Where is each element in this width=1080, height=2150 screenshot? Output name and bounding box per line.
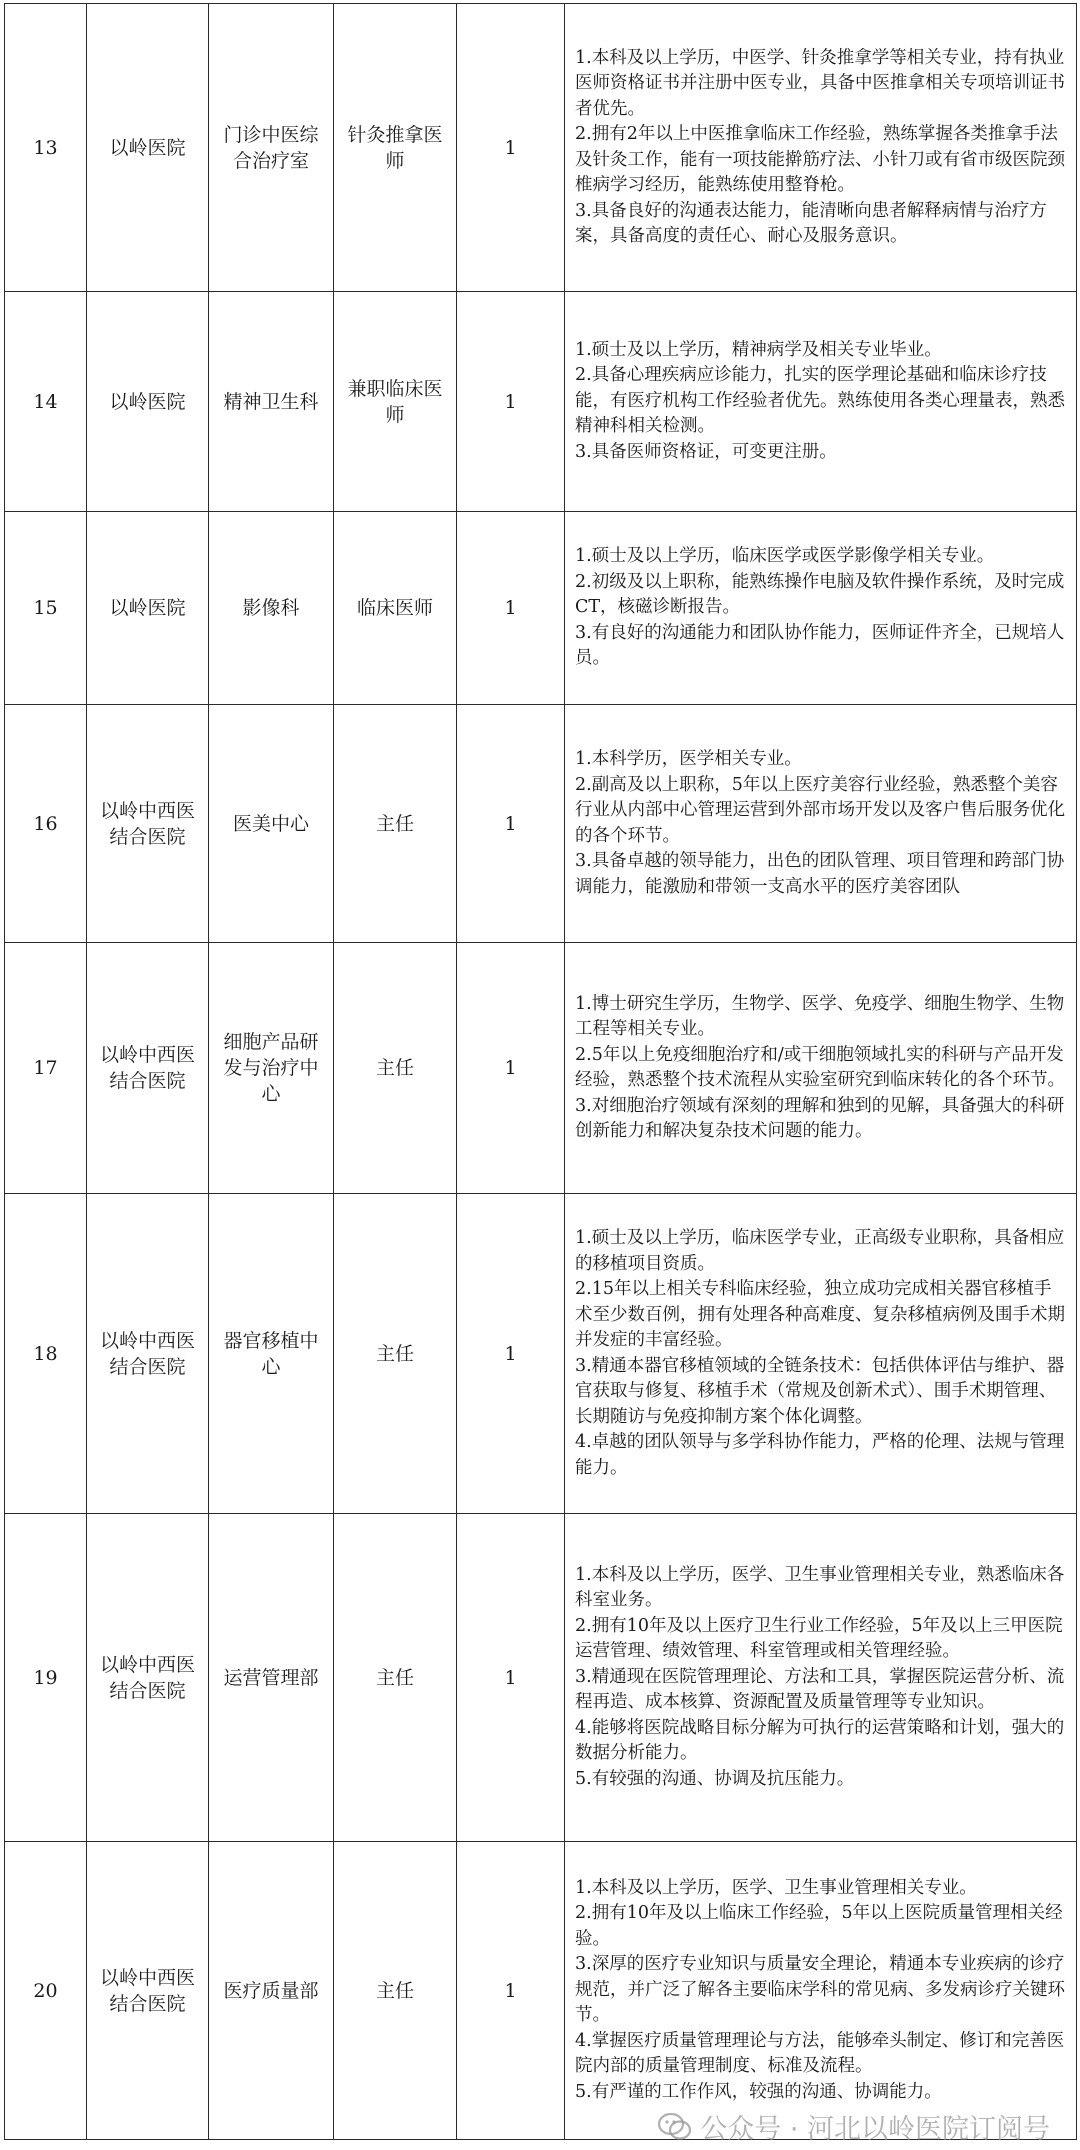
- position-cell: 主任: [334, 943, 457, 1194]
- requirements-cell: [565, 4, 1077, 292]
- department-cell: 影像科: [209, 512, 334, 705]
- requirement-item: 2.具备心理疾病应诊能力，扎实的医学理论基础和临床诊疗技能，有医疗机构工作经验者优先。熟练使用各类心理量表，熟悉精神科相关检测。: [575, 365, 1065, 437]
- department-cell: 医疗质量部: [209, 1842, 334, 2140]
- row-number: 15: [5, 512, 87, 705]
- requirements-cell: [565, 1194, 1077, 1514]
- headcount-cell: 1: [457, 1842, 565, 2140]
- position-cell: 主任: [334, 1842, 457, 2140]
- requirement-item: 2.拥有2年以上中医推拿临床工作经验，熟练掌握各类推拿手法及针灸工作，能有一项技能擀筋疗法、小针刀或有省市级医院颈椎病学习经历，能熟练使用整脊枪。: [575, 124, 1065, 195]
- table-row: [5, 943, 1077, 1194]
- hospital-cell: 以岭中西医结合医院: [87, 1842, 209, 2140]
- headcount-cell: 1: [457, 943, 565, 1194]
- requirement-item: 3.具备良好的沟通表达能力，能清晰向患者解释病情与治疗方案，具备高度的责任心、耐心及服务意识。: [575, 200, 1047, 246]
- requirement-item: 3.深厚的医疗专业知识与质量安全理论，精通本专业疾病的诊疗规范，并广泛了解各主要临床学科的常见病、多发病诊疗关键环节。: [575, 1954, 1065, 2026]
- table-row: [5, 1842, 1077, 2140]
- requirement-item: 1.本科及以上学历，中医学、针灸推拿学等相关专业，持有执业医师资格证书并注册中医专业，具备中医推拿相关专项培训证书者优先。: [575, 47, 1065, 119]
- headcount-cell: 1: [457, 512, 565, 705]
- department-cell: 器官移植中心: [209, 1194, 334, 1514]
- requirement-item: 2.副高及以上职称，5年以上医疗美容行业经验，熟悉整个美容行业从内部中心管理运营到外部市场开发以及客户售后服务优化的各个环节。: [575, 774, 1065, 846]
- table-row: [5, 705, 1077, 943]
- requirement-item: 1.博士研究生学历，生物学、医学、免疫学、细胞生物学、生物工程等相关专业。: [575, 993, 1065, 1039]
- requirement-item: 3.对细胞治疗领域有深刻的理解和独到的见解，具备强大的科研创新能力和解决复杂技术问题的能力。: [575, 1095, 1065, 1141]
- requirement-item: 1.本科及以上学历，医学、卫生事业管理相关专业，熟悉临床各科室业务。: [575, 1564, 1065, 1611]
- requirement-item: 4.卓越的团队领导与多学科协作能力，严格的伦理、法规与管理能力。: [575, 1432, 1065, 1478]
- hospital-cell: 以岭中西医结合医院: [87, 943, 209, 1194]
- headcount-cell: 1: [457, 1194, 565, 1514]
- requirements-cell: [565, 943, 1077, 1194]
- headcount-cell: 1: [457, 292, 565, 512]
- requirement-item: 5.有严谨的工作作风，较强的沟通、协调能力。: [575, 2081, 942, 2102]
- table-row: [5, 1194, 1077, 1514]
- hospital-cell: 以岭医院: [87, 292, 209, 512]
- position-cell: 主任: [334, 1514, 457, 1842]
- department-cell: 运营管理部: [209, 1514, 334, 1842]
- requirements-cell: [565, 1842, 1077, 2140]
- requirement-item: 2.5年以上免疫细胞治疗和/或干细胞领域扎实的科研与产品开发经验，熟悉整个技术流程从实验室研究到临床转化的各个环节。: [575, 1044, 1065, 1090]
- hospital-cell: 以岭医院: [87, 4, 209, 292]
- table-row: [5, 4, 1077, 292]
- requirement-item: 2.初级及以上职称，能熟练操作电脑及软件操作系统，及时完成CT，核磁诊断报告。: [575, 571, 1065, 618]
- watermark-text: 公众号 · 河北以岭医院订阅号: [700, 2114, 1050, 2145]
- requirements-cell: [565, 512, 1077, 705]
- requirement-item: 1.硕士及以上学历，临床医学或医学影像学相关专业。: [575, 546, 995, 567]
- position-cell: 兼职临床医师: [334, 292, 457, 512]
- requirement-item: 4.能够将医院战略目标分解为可执行的运营策略和计划，强大的数据分析能力。: [575, 1717, 1065, 1764]
- requirement-item: 4.掌握医疗质量管理理论与方法，能够牵头制定、修订和完善医院内部的质量管理制度、标准及流程。: [575, 2030, 1065, 2077]
- department-cell: 门诊中医综合治疗室: [209, 4, 334, 292]
- row-number: 20: [5, 1842, 87, 2140]
- requirement-item: 1.硕士及以上学历，临床医学专业，正高级专业职称，具备相应的移植项目资质。: [575, 1228, 1065, 1274]
- job-table: [4, 3, 1077, 2140]
- row-number: 19: [5, 1514, 87, 1842]
- requirement-item: 3.具备医师资格证，可变更注册。: [575, 441, 837, 462]
- requirement-item: 5.有较强的沟通、协调及抗压能力。: [575, 1768, 855, 1789]
- table-row: [5, 1514, 1077, 1842]
- table-row: [5, 512, 1077, 705]
- row-number: 14: [5, 292, 87, 512]
- hospital-cell: 以岭中西医结合医院: [87, 1194, 209, 1514]
- requirements-cell: [565, 705, 1077, 943]
- position-cell: 主任: [334, 705, 457, 943]
- row-number: 18: [5, 1194, 87, 1514]
- requirements-cell: [565, 292, 1077, 512]
- job-table-body: [5, 4, 1077, 2140]
- requirement-item: 3.精通本器官移植领域的全链条技术：包括供体评估与维护、器官获取与修复、移植手术（常规及创新术式）、围手术期管理、长期随访与免疫抑制方案个体化调整。: [575, 1355, 1065, 1427]
- hospital-cell: 以岭中西医结合医院: [87, 1514, 209, 1842]
- position-cell: 临床医师: [334, 512, 457, 705]
- requirement-item: 1.本科及以上学历，医学、卫生事业管理相关专业。: [575, 1877, 977, 1898]
- requirement-item: 3.具备卓越的领导能力，出色的团队管理、项目管理和跨部门协调能力，能激励和带领一支高水平的医疗美容团队: [575, 851, 1065, 897]
- position-cell: 针灸推拿医师: [334, 4, 457, 292]
- requirements-cell: [565, 1514, 1077, 1842]
- headcount-cell: 1: [457, 1514, 565, 1842]
- requirement-item: 3.有良好的沟通能力和团队协作能力，医师证件齐全，已规培人员。: [575, 622, 1065, 669]
- hospital-cell: 以岭医院: [87, 512, 209, 705]
- row-number: 16: [5, 705, 87, 943]
- requirement-item: 3.精通现在医院管理理论、方法和工具，掌握医院运营分析、流程再造、成本核算、资源配置及质量管理等专业知识。: [575, 1666, 1065, 1713]
- hospital-cell: 以岭中西医结合医院: [87, 705, 209, 943]
- requirement-item: 2.拥有10年及以上临床工作经验，5年以上医院质量管理相关经验。: [575, 1903, 1063, 1949]
- requirement-item: 1.本科学历，医学相关专业。: [575, 749, 802, 769]
- requirement-item: 2.拥有10年及以上医疗卫生行业工作经验，5年及以上三甲医院运营管理、绩效管理、科室管理或相关管理经验。: [575, 1615, 1063, 1662]
- requirement-item: 2.15年以上相关专科临床经验，独立成功完成相关器官移植手术至少数百例，拥有处理各种高难度、复杂移植病例及围手术期并发症的丰富经验。: [575, 1279, 1065, 1350]
- table-row: [5, 292, 1077, 512]
- requirement-item: 1.硕士及以上学历，精神病学及相关专业毕业。: [575, 339, 942, 360]
- department-cell: 精神卫生科: [209, 292, 334, 512]
- headcount-cell: 1: [457, 4, 565, 292]
- position-cell: 主任: [334, 1194, 457, 1514]
- row-number: 17: [5, 943, 87, 1194]
- department-cell: 医美中心: [209, 705, 334, 943]
- headcount-cell: 1: [457, 705, 565, 943]
- row-number: 13: [5, 4, 87, 292]
- department-cell: 细胞产品研发与治疗中心: [209, 943, 334, 1194]
